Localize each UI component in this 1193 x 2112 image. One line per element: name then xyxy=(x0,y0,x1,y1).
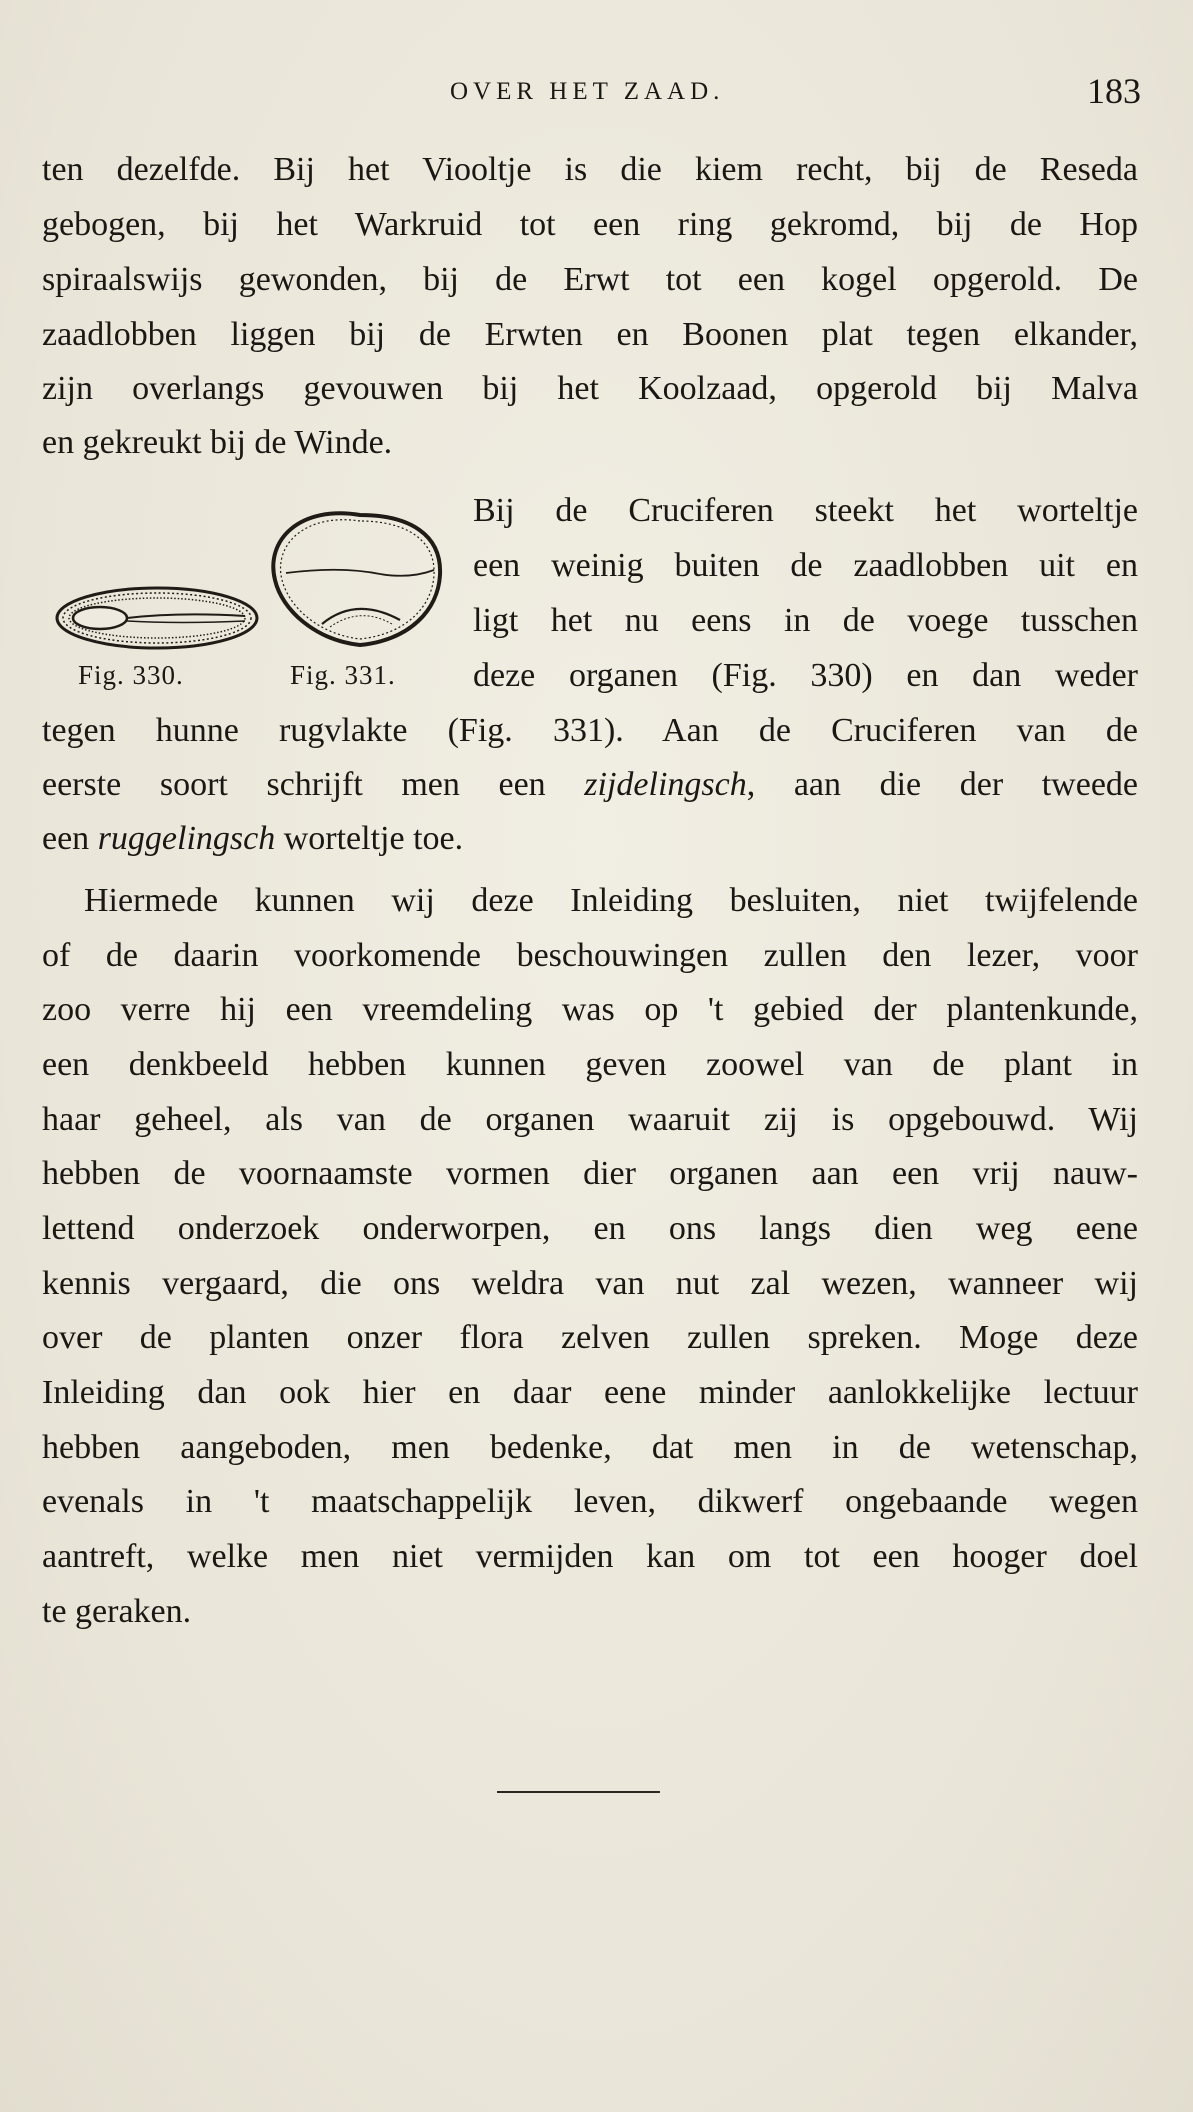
text-line: Inleiding dan ook hier en daar eene minder aanlokkelijke lectuur xyxy=(42,1374,1138,1411)
text-line xyxy=(42,765,1138,805)
text-line: Bij de Cruciferen steekt het worteltje xyxy=(473,492,1138,529)
text-line: evenals in 't maatschappelijk leven, dikwerf ongebaande wegen xyxy=(42,1483,1138,1520)
text-line: kennis vergaard, die ons weldra van nut zal wezen, wanneer wij xyxy=(42,1265,1138,1302)
text-segment: , aan die der tweede xyxy=(746,766,1139,803)
text-line: en gekreukt bij de Winde. xyxy=(42,424,393,461)
running-head: OVER HET ZAAD. xyxy=(450,78,725,105)
fig-331-caption: Fig. 331. xyxy=(290,660,396,690)
section-end-rule xyxy=(497,1791,660,1793)
text-line: ten dezelfde. Bij het Viooltje is die kiem recht, bij de Reseda xyxy=(42,151,1138,188)
text-line: deze organen (Fig. 330) en dan weder xyxy=(473,657,1138,694)
text-line: aantreft, welke men niet vermijden kan om tot een hooger doel xyxy=(42,1538,1138,1575)
page-header xyxy=(0,70,1193,120)
text-segment: worteltje toe. xyxy=(275,820,464,857)
text-line: over de planten onzer flora zelven zullen spreken. Moge deze xyxy=(42,1319,1138,1356)
text-line: hebben de voornaamste vormen dier organen aan een vrij nauw- xyxy=(42,1155,1138,1192)
fig-331-drawing xyxy=(273,513,440,645)
text-line: zoo verre hij een vreemdeling was op 't gebied der plantenkunde, xyxy=(42,991,1138,1028)
text-line: een weinig buiten de zaadlobben uit en xyxy=(473,547,1138,584)
text-line: zaadlobben liggen bij de Erwten en Boonen plat tegen elkander, xyxy=(42,316,1138,353)
text-segment: eerste soort schrijft men een xyxy=(42,766,585,803)
text-line: zijn overlangs gevouwen bij het Koolzaad, opgerold bij Malva xyxy=(42,370,1138,407)
text-line: haar geheel, als van de organen waaruit zij is opgebouwd. Wij xyxy=(42,1101,1138,1138)
text-line xyxy=(42,819,1138,859)
seed-figures-illustration xyxy=(40,500,460,660)
text-line: of de daarin voorkomende beschouwingen zullen den lezer, voor xyxy=(42,937,1138,974)
text-line: een denkbeeld hebben kunnen geven zoowel van de plant in xyxy=(42,1046,1138,1083)
text-line: Hiermede kunnen wij deze Inleiding besluiten, niet twijfelende xyxy=(84,882,1138,919)
text-line: lettend onderzoek onderworpen, en ons langs dien weg eene xyxy=(42,1210,1138,1247)
italic-term-zijdelingsch: zijdelingsch xyxy=(584,766,747,803)
fig-330-drawing xyxy=(57,588,257,648)
text-segment: een xyxy=(42,820,98,857)
page-number: 183 xyxy=(1087,71,1141,111)
text-line: spiraalswijs gewonden, bij de Erwt tot een kogel opgerold. De xyxy=(42,261,1138,298)
text-line: te geraken. xyxy=(42,1593,192,1630)
fig-330-caption: Fig. 330. xyxy=(78,660,184,690)
seed-figures xyxy=(40,500,460,700)
italic-term-ruggelingsch: ruggelingsch xyxy=(97,820,276,857)
text-line: tegen hunne rugvlakte (Fig. 331). Aan de Cruciferen van de xyxy=(42,712,1138,749)
text-line: gebogen, bij het Warkruid tot een ring gekromd, bij de Hop xyxy=(42,206,1138,243)
text-line: hebben aangeboden, men bedenke, dat men in de wetenschap, xyxy=(42,1429,1138,1466)
text-line: ligt het nu eens in de voege tusschen xyxy=(473,602,1138,639)
